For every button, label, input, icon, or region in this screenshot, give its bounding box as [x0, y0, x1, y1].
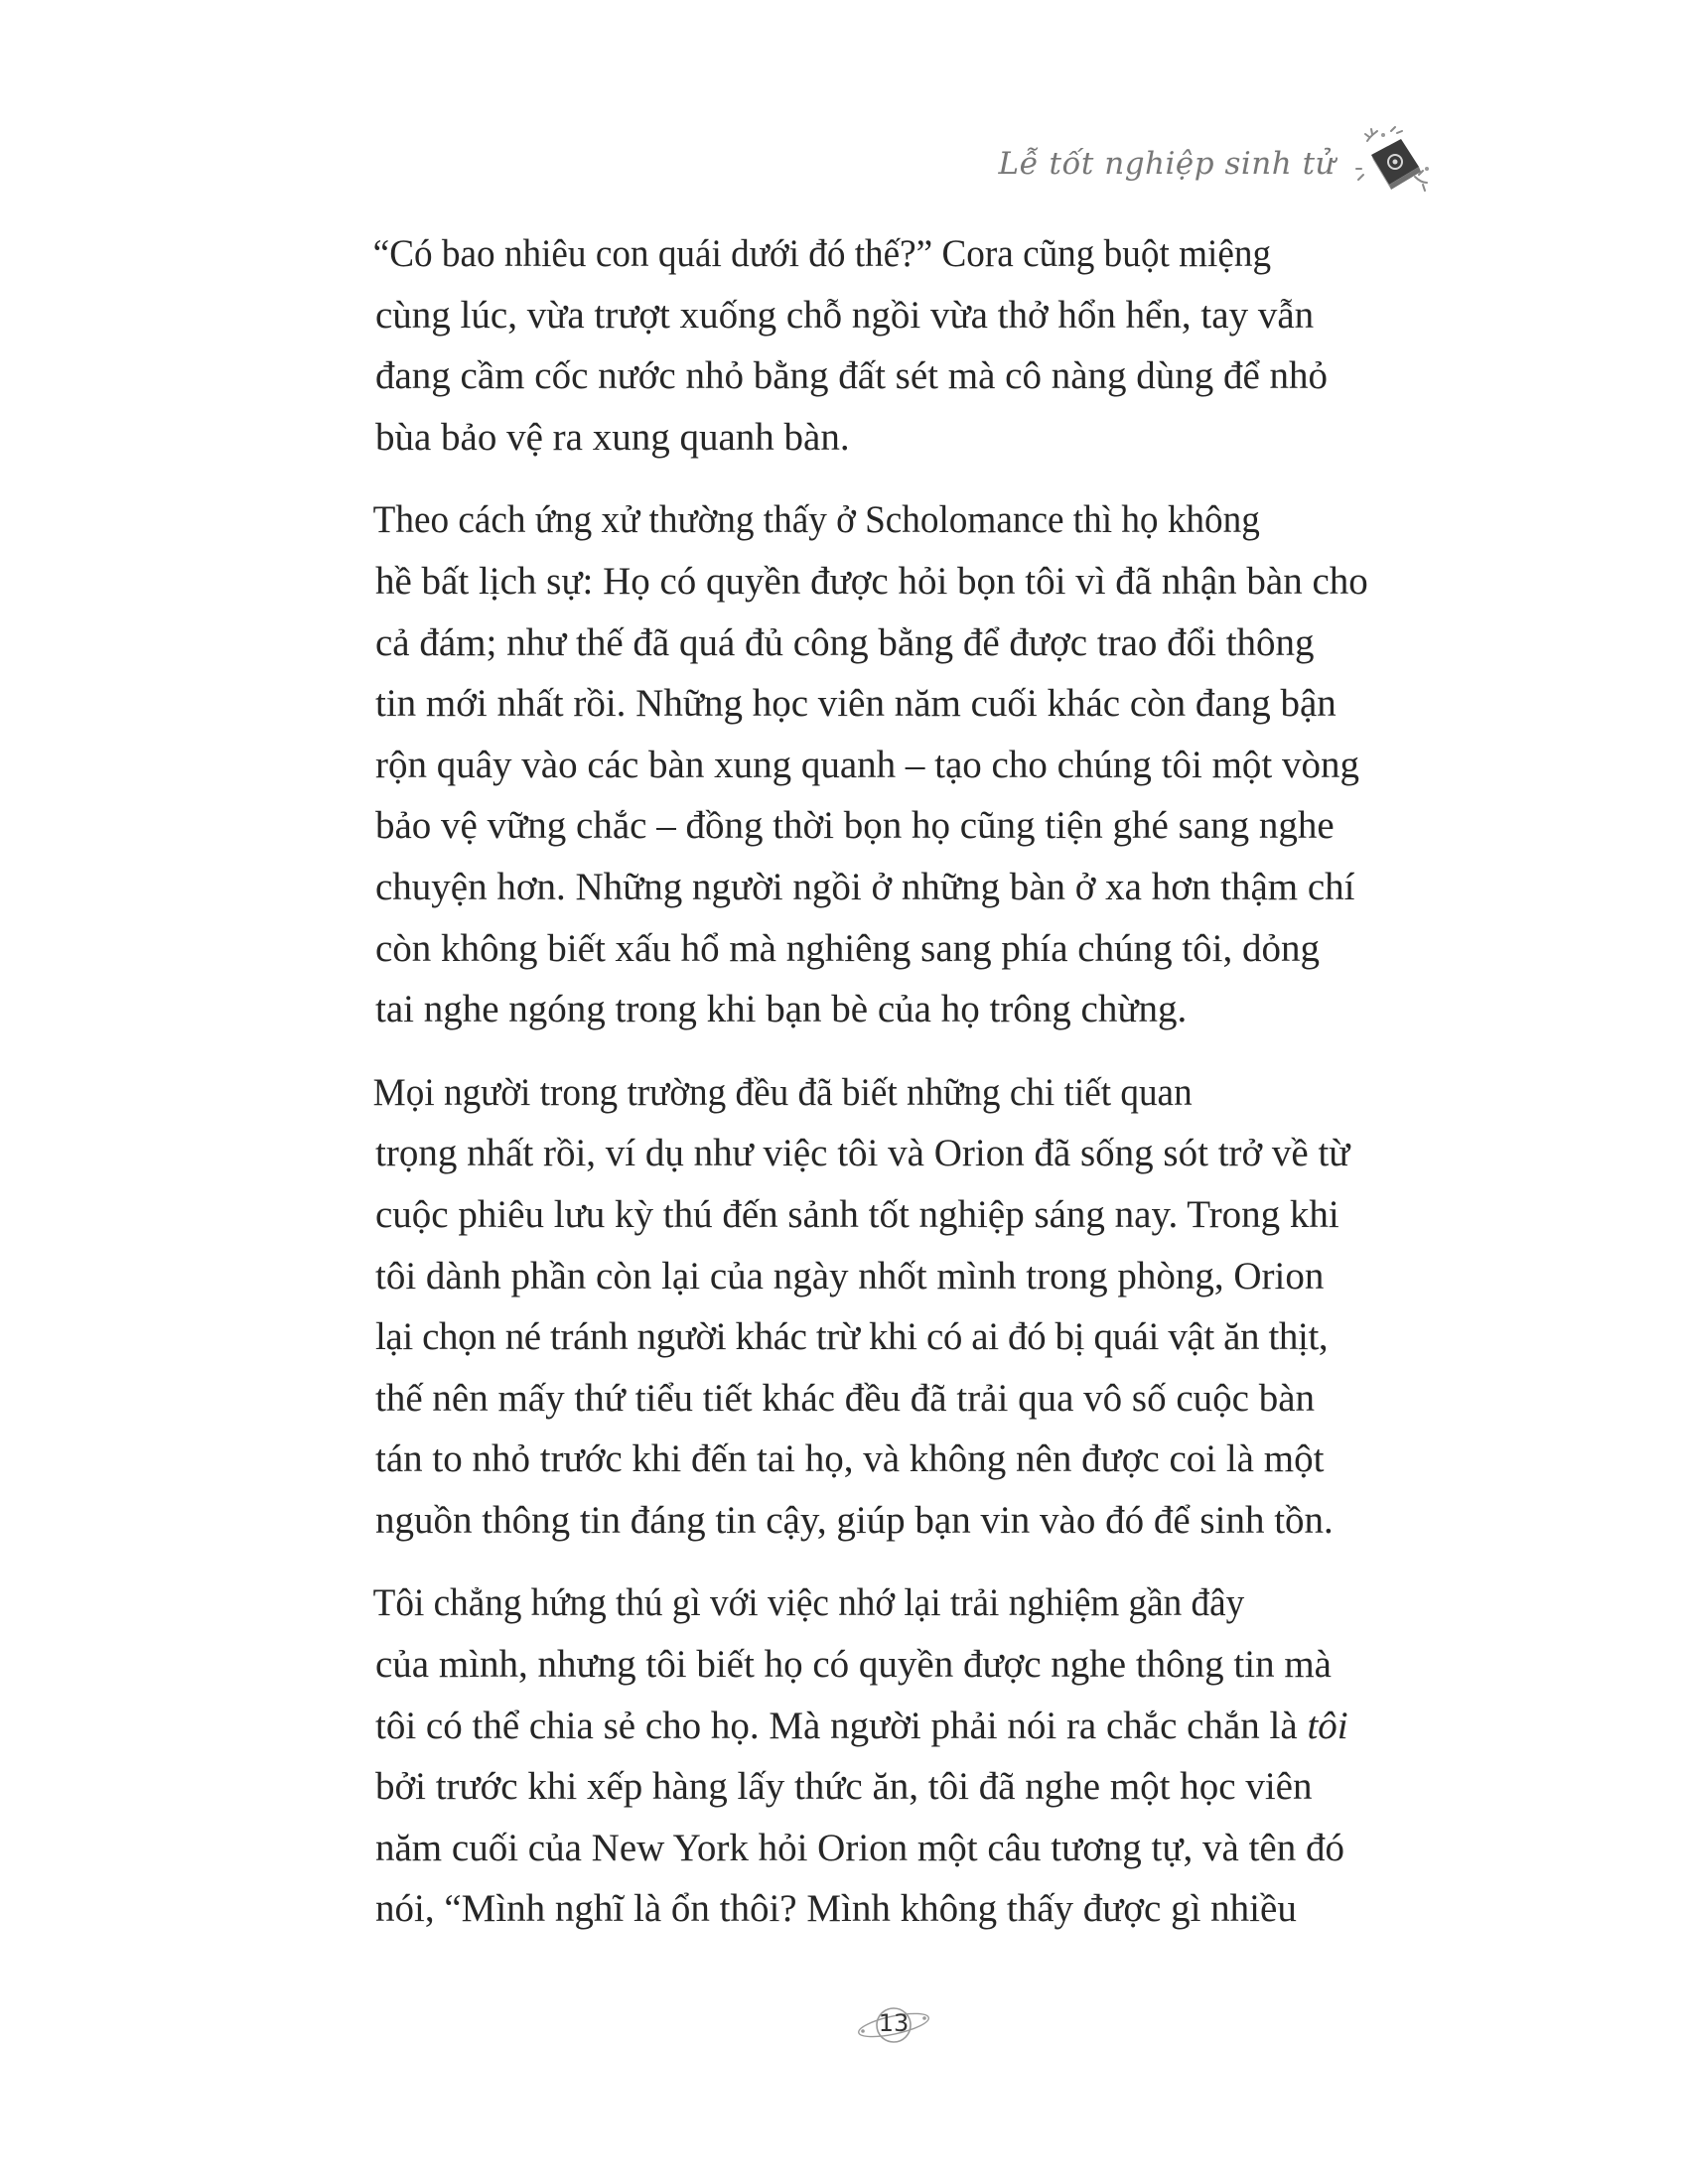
text-line: bùa bảo vệ ra xung quanh bàn.	[375, 415, 850, 459]
text-line: nói, “Mình nghĩ là ổn thôi? Mình không thấy được gì nhiều	[375, 1887, 1297, 1931]
text-line: Theo cách ứng xử thường thấy ở Scholomance thì họ không	[372, 498, 1260, 542]
text-line: trọng nhất rồi, ví dụ như việc tôi và Orion đã sống sót trở về từ	[375, 1132, 1350, 1175]
text-line: thế nên mấy thứ tiểu tiết khác đều đã trải qua vô số cuộc bàn	[375, 1376, 1315, 1420]
text-line: tai nghe ngóng trong khi bạn bè của họ trông chừng.	[375, 988, 1188, 1031]
paragraph	[326, 223, 1398, 468]
text-line: bởi trước khi xếp hàng lấy thức ăn, tôi đã nghe một học viên	[375, 1765, 1313, 1809]
text-line: cùng lúc, vừa trượt xuống chỗ ngồi vừa thở hổn hển, tay vẫn	[375, 293, 1315, 337]
text-line: nguồn thông tin đáng tin cậy, giúp bạn vin vào đó để sinh tồn.	[375, 1498, 1334, 1542]
running-header	[998, 125, 1435, 203]
text-line: “Có bao nhiêu con quái dưới đó thế?” Cora cũng buột miệng	[372, 232, 1272, 275]
text-line: Mọi người trong trường đều đã biết những chi tiết quan	[372, 1070, 1193, 1114]
text-line: rộn quây vào các bàn xung quanh – tạo cho chúng tôi một vòng	[375, 743, 1360, 786]
text-line: tôi dành phần còn lại của ngày nhốt mình trong phòng, Orion	[375, 1254, 1325, 1297]
text-line: chuyện hơn. Những người ngồi ở những bàn ở xa hơn thậm chí	[375, 865, 1355, 908]
text-line: cả đám; như thế đã quá đủ công bằng để được trao đổi thông	[375, 620, 1315, 664]
text-line: còn không biết xấu hổ mà nghiêng sang phía chúng tôi, dỏng	[375, 926, 1321, 970]
paragraph	[326, 1062, 1398, 1552]
text-line: cuộc phiêu lưu kỳ thú đến sảnh tốt nghiệp sáng nay. Trong khi	[375, 1192, 1339, 1236]
text-line: Tôi chẳng hứng thú gì với việc nhớ lại trải nghiệm gần đây	[372, 1581, 1245, 1625]
page-number	[854, 1995, 933, 2055]
text-line: bảo vệ vững chắc – đồng thời bọn họ cũng tiện ghé sang nghe	[375, 804, 1335, 848]
running-header-title: Lễ tốt nghiệp sinh tử	[998, 146, 1336, 182]
spellbook-icon	[1353, 125, 1435, 203]
text-line-start: tôi có thể chia sẻ cho họ. Mà người phải nói ra chắc chắn là	[375, 1704, 1308, 1747]
paragraph	[326, 1572, 1398, 1940]
text-line: lại chọn né tránh người khác trừ khi có ai đó bị quái vật ăn thịt,	[375, 1315, 1329, 1359]
text-line	[326, 1696, 1398, 1757]
paragraph	[326, 489, 1398, 1039]
text-line: đang cầm cốc nước nhỏ bằng đất sét mà cô nàng dùng để nhỏ	[375, 354, 1329, 398]
text-line: hề bất lịch sự: Họ có quyền được hỏi bọn tôi vì đã nhận bàn cho	[375, 559, 1368, 603]
text-line: của mình, nhưng tôi biết họ có quyền được nghe thông tin mà	[375, 1643, 1332, 1687]
body-text	[326, 223, 1398, 1940]
emphasized-word: tôi	[1307, 1704, 1348, 1747]
text-line: tán to nhỏ trước khi đến tai họ, và không nên được coi là một	[375, 1437, 1325, 1481]
page-number-text: 13	[878, 2009, 910, 2037]
text-line: tin mới nhất rồi. Những học viên năm cuối khác còn đang bận	[375, 682, 1336, 726]
text-line: năm cuối của New York hỏi Orion một câu tương tự, và tên đó	[375, 1826, 1344, 1869]
